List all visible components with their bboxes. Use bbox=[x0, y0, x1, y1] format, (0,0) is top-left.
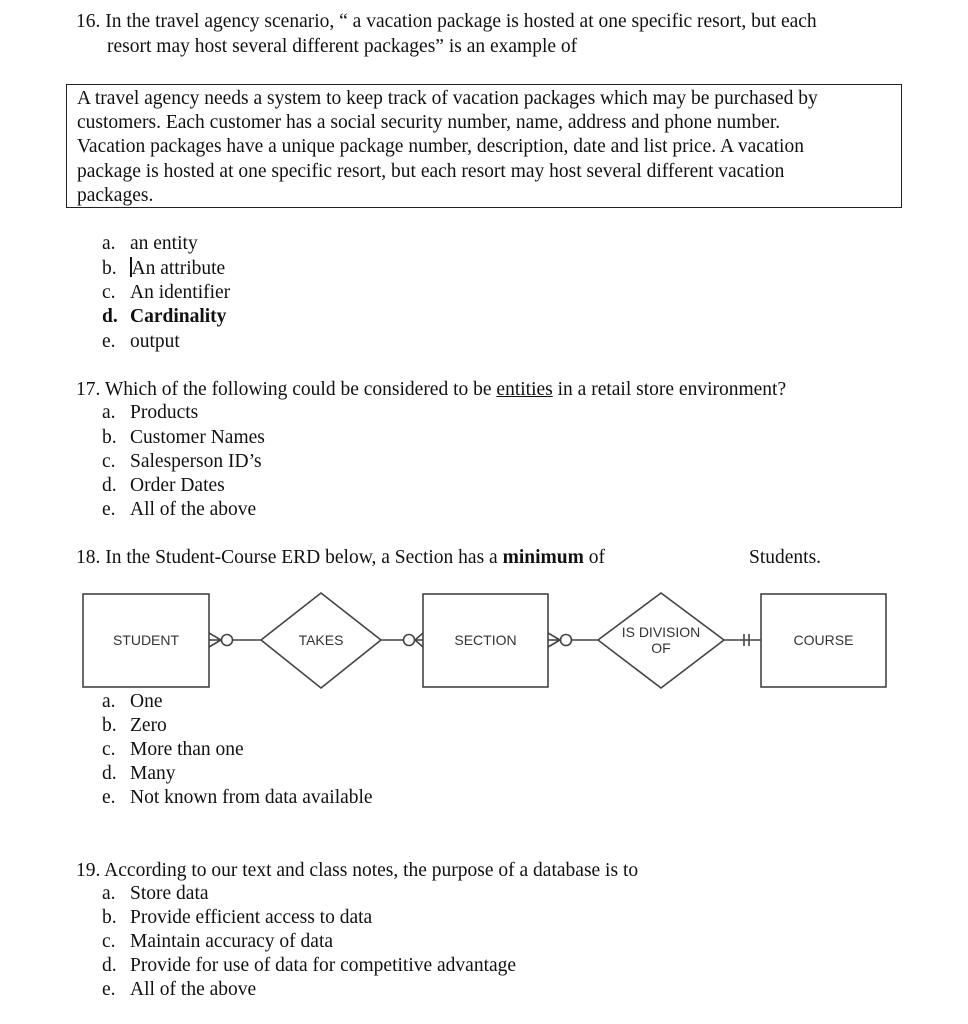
q17-option-d[interactable] bbox=[102, 474, 225, 498]
zero-circle-icon bbox=[404, 635, 415, 646]
scenario-line: customers. Each customer has a social security number, name, address and phone number. bbox=[77, 112, 781, 134]
q17-option-e[interactable] bbox=[102, 498, 256, 522]
option-text: Many bbox=[130, 763, 176, 784]
q16-title-line2: resort may host several different packages” is an example of bbox=[107, 36, 578, 57]
course-entity-label: COURSE bbox=[793, 632, 854, 648]
option-text: Maintain accuracy of data bbox=[130, 931, 334, 952]
option-text: Products bbox=[130, 402, 199, 423]
section-entity-label: SECTION bbox=[454, 632, 517, 648]
option-text: Provide efficient access to data bbox=[130, 907, 373, 928]
option-letter: d. bbox=[102, 475, 117, 496]
option-letter: a. bbox=[102, 883, 116, 904]
q17-option-b[interactable] bbox=[102, 426, 265, 450]
q16-option-d[interactable] bbox=[102, 305, 226, 329]
q16-option-b[interactable] bbox=[102, 257, 225, 281]
q17-title-underlined: entities bbox=[496, 379, 553, 400]
q17-title-post: in a retail store environment? bbox=[552, 379, 787, 400]
q18-option-a[interactable] bbox=[102, 690, 163, 714]
option-text: an entity bbox=[130, 233, 198, 254]
option-letter: c. bbox=[102, 739, 116, 760]
option-letter: a. bbox=[102, 691, 116, 712]
option-text: Zero bbox=[130, 715, 167, 736]
q16-option-a[interactable] bbox=[102, 232, 198, 256]
option-letter: d. bbox=[102, 306, 118, 327]
q18-option-d[interactable] bbox=[102, 762, 176, 786]
scenario-line: Vacation packages have a unique package number, description, date and list price. A vacation bbox=[77, 136, 804, 158]
option-letter: a. bbox=[102, 233, 116, 254]
q19-option-b[interactable] bbox=[102, 906, 372, 930]
q17-option-c[interactable] bbox=[102, 450, 262, 474]
option-letter: c. bbox=[102, 931, 116, 952]
option-letter: d. bbox=[102, 955, 117, 976]
option-text: All of the above bbox=[130, 979, 257, 1000]
option-text: Provide for use of data for competitive advantage bbox=[130, 955, 517, 976]
q18-option-e[interactable] bbox=[102, 786, 373, 810]
q16-scenario-box bbox=[66, 84, 902, 208]
option-letter: e. bbox=[102, 787, 116, 808]
option-letter: b. bbox=[102, 715, 117, 736]
option-text: An identifier bbox=[130, 282, 231, 303]
option-letter: e. bbox=[102, 331, 116, 352]
option-text: output bbox=[130, 331, 180, 352]
student-entity-label: STUDENT bbox=[112, 632, 180, 648]
q16-option-e[interactable] bbox=[102, 330, 180, 354]
option-text: Salesperson ID’s bbox=[130, 451, 262, 472]
scenario-line: packages. bbox=[77, 184, 154, 206]
q19-option-d[interactable] bbox=[102, 954, 516, 978]
q19-option-c[interactable] bbox=[102, 930, 333, 954]
q19-option-a[interactable] bbox=[102, 882, 209, 906]
is-division-relationship-label-line2: OF bbox=[651, 640, 671, 656]
option-text: One bbox=[130, 691, 163, 712]
q16-title-line1: 16. In the travel agency scenario, “ a vacation package is hosted at one specific resort, but each bbox=[76, 11, 817, 32]
q18-title-pre: 18. In the Student-Course ERD below, a Section has a bbox=[76, 547, 503, 568]
q18-option-b[interactable] bbox=[102, 714, 167, 738]
option-text: Customer Names bbox=[130, 427, 265, 448]
option-letter: e. bbox=[102, 979, 116, 1000]
scenario-line: package is hosted at one specific resort, but each resort may host several different vacation bbox=[77, 160, 785, 182]
option-letter: b. bbox=[102, 258, 117, 279]
q18-title-bold: minimum bbox=[502, 547, 584, 568]
q17-option-a[interactable] bbox=[102, 401, 198, 425]
q18-option-c[interactable] bbox=[102, 738, 244, 762]
option-text: Store data bbox=[130, 883, 209, 904]
takes-relationship-label: TAKES bbox=[298, 632, 344, 648]
scenario-line: A travel agency needs a system to keep track of vacation packages which may be purchased by bbox=[77, 88, 818, 109]
option-text: All of the above bbox=[130, 499, 257, 520]
q18-title bbox=[76, 546, 605, 570]
option-text: Order Dates bbox=[130, 475, 225, 496]
q16-option-c[interactable] bbox=[102, 281, 230, 305]
option-letter: b. bbox=[102, 427, 117, 448]
q19-option-e[interactable] bbox=[102, 978, 256, 1002]
q19-title: 19. According to our text and class notes, the purpose of a database is to bbox=[76, 860, 639, 881]
option-letter: c. bbox=[102, 451, 116, 472]
option-letter: b. bbox=[102, 907, 117, 928]
zero-circle-icon bbox=[561, 635, 572, 646]
option-text: Cardinality bbox=[130, 306, 227, 327]
option-letter: d. bbox=[102, 763, 117, 784]
option-text: An attribute bbox=[131, 258, 226, 279]
q18-title-post: of bbox=[583, 547, 605, 568]
option-letter: c. bbox=[102, 282, 116, 303]
is-division-relationship-label-line1: IS DIVISION bbox=[621, 624, 701, 640]
option-text: More than one bbox=[130, 739, 244, 760]
option-letter: a. bbox=[102, 402, 116, 423]
option-text: Not known from data available bbox=[130, 787, 373, 808]
q18-title-end: Students. bbox=[749, 547, 822, 568]
q17-title bbox=[76, 378, 786, 402]
q17-title-pre: 17. Which of the following could be considered to be bbox=[76, 379, 497, 400]
option-letter: e. bbox=[102, 499, 116, 520]
zero-circle-icon bbox=[222, 635, 233, 646]
